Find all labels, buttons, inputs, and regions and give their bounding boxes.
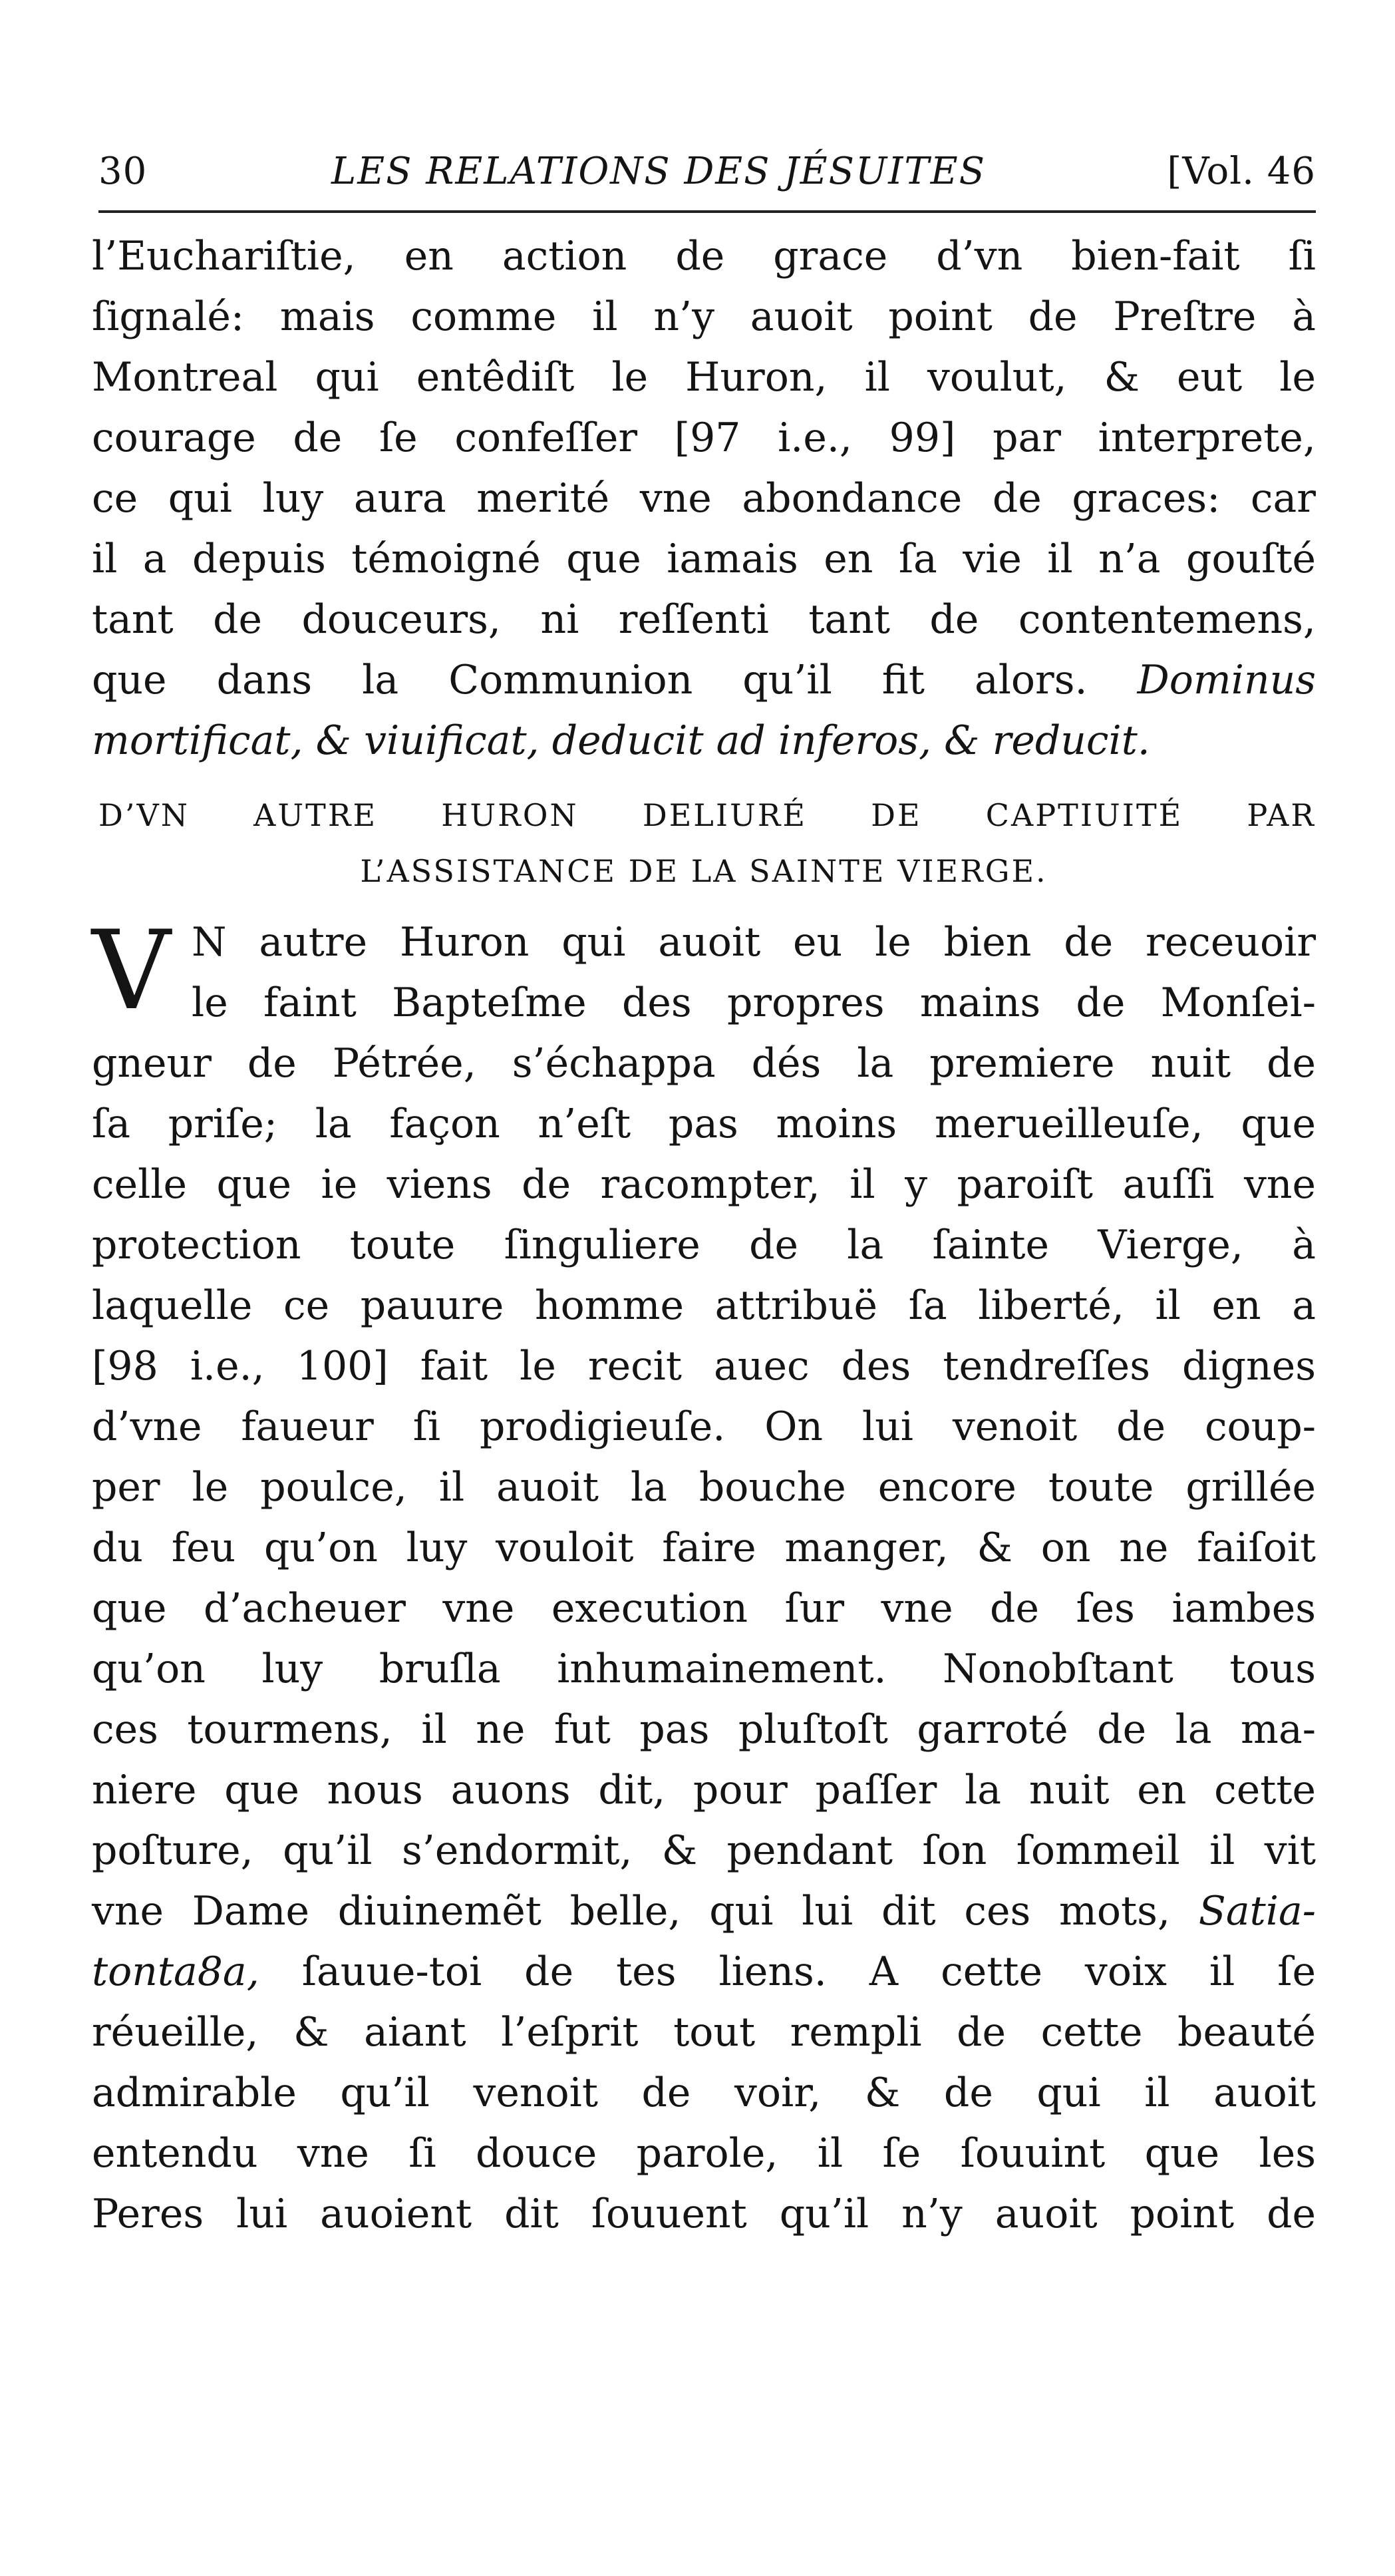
latin-quote: mortificat, & viuificat, deducit ad inferos, & reducit. <box>92 717 1150 764</box>
text-line: poſture, qu’il s’endormit, & pendant ſon ſommeil il vit <box>92 1827 1316 1874</box>
text-segment: vne Dame diuinemẽt belle, qui lui dit ces mots, <box>92 1888 1171 1934</box>
text-line: l’Euchariſtie, en action de grace d’vn bien-fait ſi <box>92 233 1316 279</box>
page-number: 30 <box>98 150 148 193</box>
text-line: qu’on luy bruſla inhumainement. Nonobſtant tous <box>92 1646 1316 1692</box>
text-line: admirable qu’il venoit de voir, & de qui il auoit <box>92 2070 1316 2116</box>
text-segment: ſauue-toi de tes liens. A cette voix il ſe <box>301 1948 1316 1995</box>
text-line: gneur de Pétrée, s’échappa dés la premiere nuit de <box>92 1040 1316 1087</box>
text-segment: que dans la Communion qu’il fit alors. <box>92 657 1088 703</box>
heading-line-2: L’ASSISTANCE DE LA SAINTE VIERGE. <box>360 853 1048 889</box>
text-line: niere que nous auons dit, pour paſſer la nuit en cette <box>92 1767 1316 1813</box>
text-line: celle que ie viens de racompter, il y paroiſt auſſi vne <box>92 1161 1316 1208</box>
text-line: tant de douceurs, ni reſſenti tant de contentemens, <box>92 596 1316 643</box>
text-line: Montreal qui entêdiſt le Huron, il voulut, & eut le <box>92 354 1316 401</box>
text-line: courage de ſe confeſſer [97 i.e., 99] par interprete, <box>92 415 1316 461</box>
text-line-with-italic <box>92 1942 1316 2002</box>
running-title: LES RELATIONS DES JÉSUITES <box>331 150 986 193</box>
text-line: du feu qu’on luy vouloit faire manger, & on ne faiſoit <box>92 1525 1316 1571</box>
text-line: protection toute ſinguliere de la ſainte Vierge, à <box>92 1222 1316 1268</box>
text-line: entendu vne ſi douce parole, il ſe ſouuint que les <box>92 2130 1316 2177</box>
text-line: laquelle ce pauure homme attribuë ſa liberté, il en a <box>92 1282 1316 1329</box>
text-line: [98 i.e., 100] fait le recit auec des tendreſſes dignes <box>92 1343 1316 1389</box>
text-line: Peres lui auoient dit ſouuent qu’il n’y auoit point de <box>92 2191 1316 2237</box>
text-line: réueille, & aiant l’eſprit tout rempli de cette beauté <box>92 2009 1316 2056</box>
text-line: ſa priſe; la façon n’eſt pas moins merueilleuſe, que <box>92 1101 1316 1147</box>
text-line: ce qui luy aura merité vne abondance de graces: car <box>92 475 1316 522</box>
text-line: d’vne faueur ſi prodigieuſe. On lui venoit de coup- <box>92 1403 1316 1450</box>
italic-word: tonta8a, <box>92 1948 259 1995</box>
running-header <box>92 145 1316 198</box>
italic-word: Satia- <box>1198 1888 1316 1934</box>
text-line: ſignalé: mais comme il n’y auoit point de Preſtre à <box>92 293 1316 340</box>
text-line-with-italic <box>92 1881 1316 1942</box>
header-rule <box>98 210 1316 213</box>
text-line-with-latin <box>92 650 1316 711</box>
book-page <box>92 145 1316 2245</box>
text-line: per le poulce, il auoit la bouche encore toute grillée <box>92 1464 1316 1511</box>
text-line: ces tourmens, il ne fut pas pluſtoſt garroté de la ma- <box>92 1706 1316 1753</box>
text-line: le faint Bapteſme des propres mains de Monſei- <box>192 980 1316 1026</box>
heading-line-1: D’VN AUTRE HURON DELIURÉ DE CAPTIUITÉ PAR <box>98 797 1316 833</box>
text-line: N autre Huron qui auoit eu le bien de receuoir <box>192 919 1316 966</box>
drop-cap: V <box>92 907 171 1034</box>
latin-quote-start: Dominus <box>1137 657 1317 703</box>
text-line: que d’acheuer vne execution ſur vne de ſes iambes <box>92 1585 1316 1632</box>
section-heading <box>92 787 1316 899</box>
paragraph-eucharist <box>92 226 1316 771</box>
paragraph-huron-escape <box>92 907 1316 2245</box>
volume-label: [Vol. 46 <box>1167 150 1316 193</box>
text-line: il a depuis témoigné que iamais en ſa vie il n’a gouſté <box>92 536 1316 582</box>
